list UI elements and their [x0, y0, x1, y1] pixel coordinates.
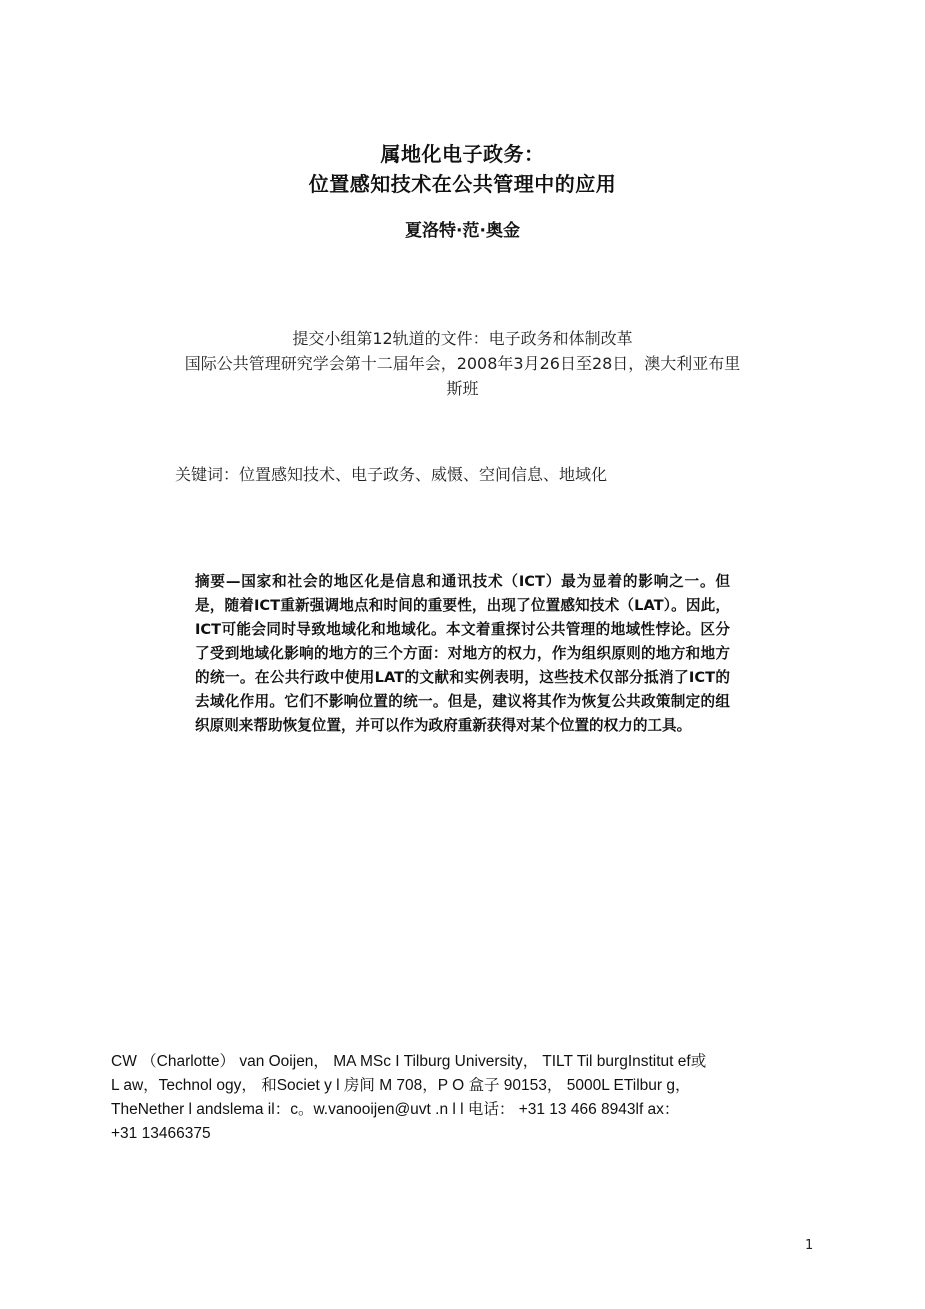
keywords: 关键词：位置感知技术、电子政务、威慑、空间信息、地域化 [175, 465, 608, 484]
abstract: 摘要—国家和社会的地区化是信息和通讯技术（ICT）最为显着的影响之一。但是，随着ICT重新强调地点和时间的重要性，出现了位置感知技术（LAT）。因此，ICT可能会同时导致地域化和地域化。本文着重探讨公共管理的地域性悖论。区分了受到地域化影响的地方的三个方面：对地方的权力，作为组织原则的地方和地方的统一。在公共行政中使用LAT的文献和实例表明，这些技术仅部分抵消了ICT的去域化作用。它们不影响位置的统一。但是，建议将其作为恢复公共政策制定的组织原则来帮助恢复位置，并可以作为政府重新获得对某个位置的权力的工具。 [195, 573, 730, 734]
submission-line-3: 斯班 [446, 379, 479, 398]
footnote-line-1: CW （Charlotte） van Ooijen， MA MSc I Tilburg University， TILT Til burgInstitut ef或 [111, 1053, 707, 1070]
submission-line-1: 提交小组第12轨道的文件：电子政务和体制改革 [292, 329, 633, 348]
submission-line-2: 国际公共管理研究学会第十二届年会，2008年3月26日至28日，澳大利亚布里 [184, 354, 741, 373]
title-line-1: 属地化电子政务： [380, 142, 545, 166]
footnote [111, 1050, 821, 1146]
submission-info [140, 326, 785, 401]
footnote-line-4: +31 13466375 [111, 1125, 211, 1142]
footnote-line-2: L aw，Technol ogy， 和Societ y l 房间 M 708，P O 盒子 90153， 5000L ETilbur g， [111, 1077, 691, 1094]
page-number: 1 [805, 1238, 814, 1253]
footnote-line-3: TheNether l andslema il：c。w.vanooijen@uvt .n l l 电话： +31 13 466 8943lf ax： [111, 1101, 680, 1118]
title-line-2: 位置感知技术在公共管理中的应用 [308, 172, 617, 196]
author: 夏洛特·范·奥金 [405, 221, 520, 241]
